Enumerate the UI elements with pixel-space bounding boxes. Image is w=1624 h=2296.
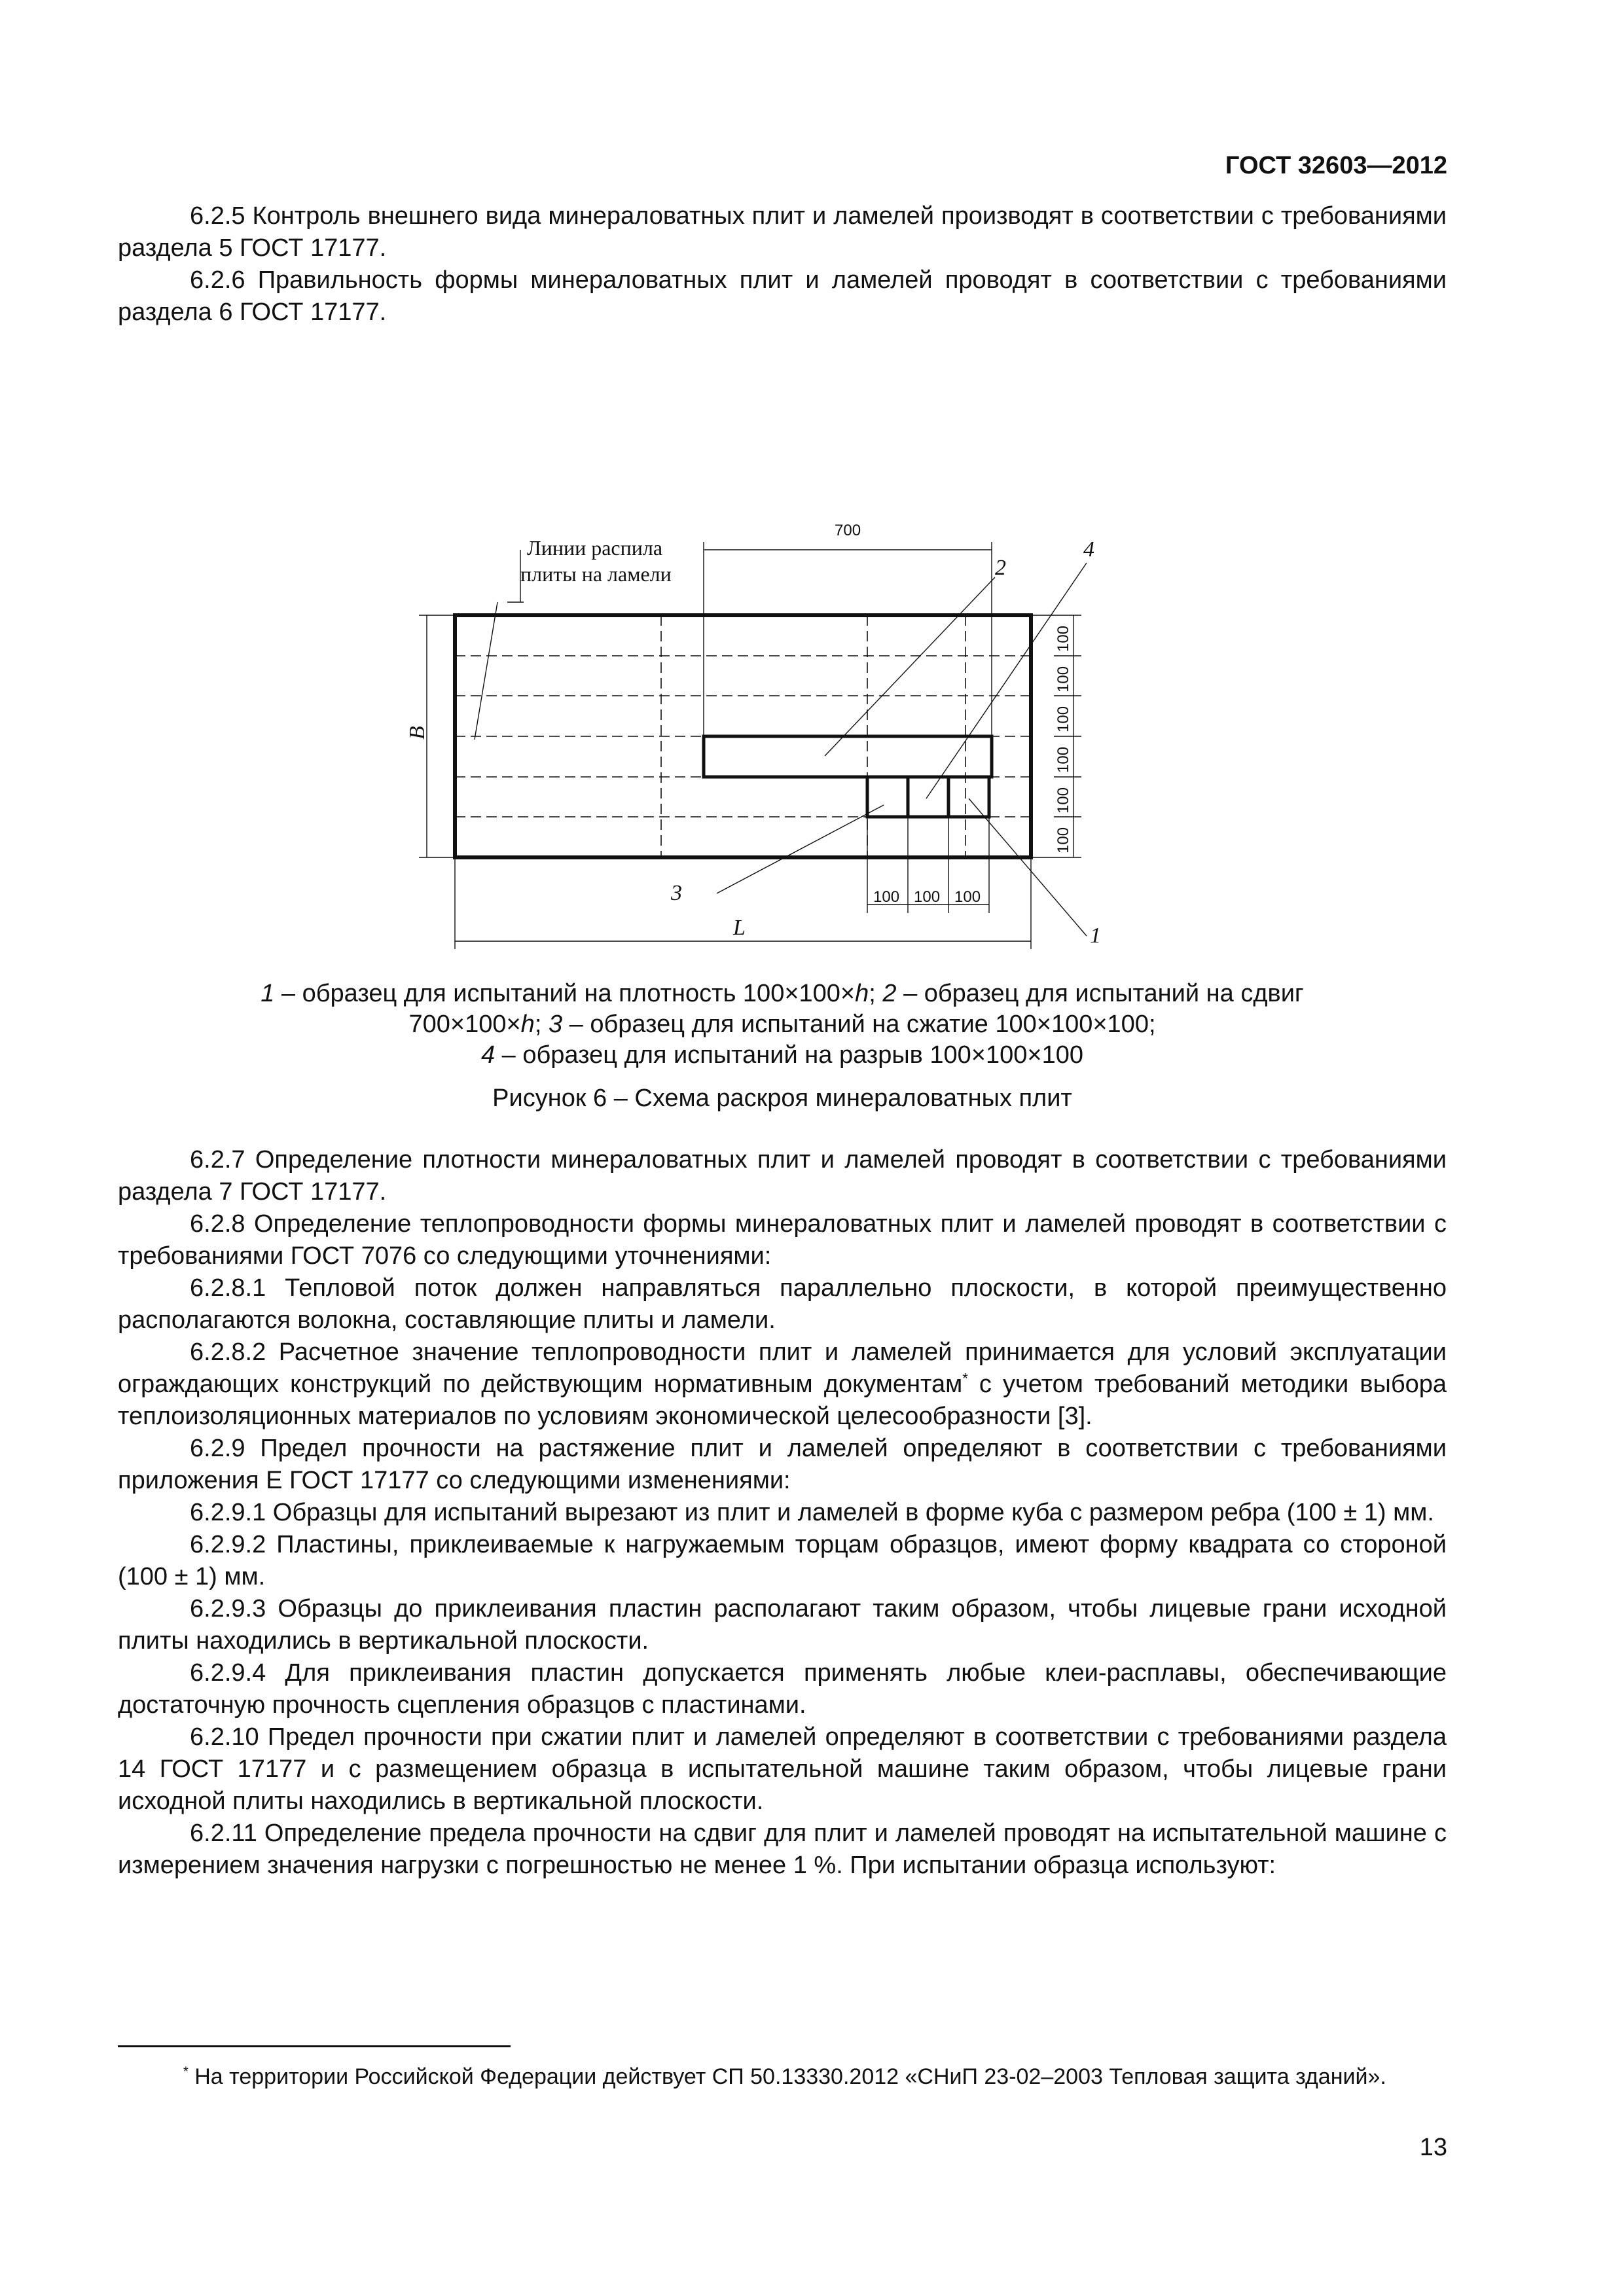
callout-4: 4 (1083, 537, 1094, 562)
legend-line-1: 1 – образец для испытаний на плотность 100×100×h; 2 – образец для испытаний на сдвиг (261, 980, 1304, 1007)
figure-legend (118, 978, 1447, 1071)
leader-lines (475, 563, 1087, 936)
legend-line-3: 4 – образец для испытаний на разрыв 100×100×100 (480, 1041, 1083, 1069)
paragraph-6-2-9-4: 6.2.9.4 Для приклеивания пластин допускается применять любые клеи-расплавы, обеспечивающие достаточную прочность сцепления образцов с пластинами. (118, 1659, 1447, 1719)
dim-top (704, 542, 992, 736)
callout-1: 1 (1090, 924, 1101, 948)
saw-lines-label-1: Линии распила (527, 536, 663, 560)
document-code: ГОСТ 32603—2012 (1225, 152, 1447, 179)
specimen-4-tension (908, 777, 948, 817)
label-b: B (405, 726, 429, 740)
figure-title: Рисунок 6 – Схема раскроя минераловатных плит (492, 1085, 1072, 1112)
paragraph-6-2-8: 6.2.8 Определение теплопроводности формы минераловатных плит и ламелей проводят в соответствии с требованиями ГОСТ 7076 со следующими уточнениями: (118, 1210, 1447, 1270)
label-l: L (733, 916, 746, 940)
paragraph-6-2-9-2: 6.2.9.2 Пластины, приклеиваемые к нагружаемым торцам образцов, имеют форму квадрата со стороной (100 ± 1) мм. (118, 1531, 1447, 1590)
paragraph-6-2-8-2: 6.2.8.2 Расчетное значение теплопроводности плит и ламелей принимается для условий эксплуатации ограждающих конструкций по действующим нормативным документам* с учетом требований методики выбора теплоизоляционных материалов по условиям экономической целесообразности [3]. (118, 1338, 1447, 1430)
legend-line-2: 700×100×h; 3 – образец для испытаний на сжатие 100×100×100; (408, 1011, 1156, 1038)
paragraph-6-2-11: 6.2.11 Определение предела прочности на сдвиг для плит и ламелей проводят на испытательной машине с измерением значения нагрузки с погрешностью не менее 1 %. При испытании образца используют: (118, 1820, 1447, 1879)
paragraph-6-2-9-1: 6.2.9.1 Образцы для испытаний вырезают из плит и ламелей в форме куба с размером ребра (100 ± 1) мм. (190, 1499, 1434, 1526)
footnote-mark: * (962, 1370, 968, 1387)
saw-lines-label-2: плиты на ламели (520, 562, 672, 586)
paragraph-6-2-6: 6.2.6 Правильность формы минераловатных плит и ламелей проводят в соответствии с требованиями раздела 6 ГОСТ 17177. (118, 266, 1447, 326)
footnote-separator (118, 2045, 511, 2047)
dim-bottom-1: 100 (873, 888, 900, 906)
dim-bottom-3: 100 (954, 888, 981, 906)
dim-side-1: 100 (1055, 625, 1072, 652)
cutting-scheme-drawing (393, 517, 1165, 962)
dim-side-3: 100 (1055, 706, 1072, 732)
paragraph-6-2-9-3: 6.2.9.3 Образцы до приклеивания пластин располагают таким образом, чтобы лицевые грани исходной плиты находились в вертикальной плоскости. (118, 1595, 1447, 1655)
paragraph-6-2-10: 6.2.10 Предел прочности при сжатии плит и ламелей определяют в соответствии с требованиями раздела 14 ГОСТ 17177 и с размещением образца в испытательной машине таким образом, чтобы лицевые грани исходной плиты находились в вертикальной плоскости. (118, 1723, 1447, 1815)
text-block-top (118, 200, 1447, 329)
paragraph-6-2-7: 6.2.7 Определение плотности минераловатных плит и ламелей проводят в соответствии с требованиями раздела 7 ГОСТ 17177. (118, 1146, 1447, 1206)
dim-side-2: 100 (1055, 666, 1072, 692)
callout-2: 2 (995, 556, 1006, 580)
footnote: * На территории Российской Федерации действует СП 50.13330.2012 «СНиП 23-02–2003 Тепловая защита зданий». (183, 2064, 1386, 2089)
page-number: 13 (1419, 2134, 1447, 2161)
dim-side-5: 100 (1055, 787, 1072, 814)
dim-bottom-2: 100 (914, 888, 941, 906)
dim-side-4: 100 (1055, 746, 1072, 773)
dim-top-label: 700 (835, 522, 861, 539)
paragraph-6-2-8-1: 6.2.8.1 Тепловой поток должен направляться параллельно плоскости, в которой преимущественно располагаются волокна, составляющие плиты и ламели. (118, 1274, 1447, 1334)
specimen-1-density (948, 777, 989, 817)
specimen-2-shear (704, 736, 992, 777)
callout-3: 3 (671, 881, 682, 905)
text-block-main (118, 1144, 1447, 1882)
dim-side-6: 100 (1055, 827, 1072, 853)
paragraph-6-2-9: 6.2.9 Предел прочности на растяжение плит и ламелей определяют в соответствии с требованиями приложения Е ГОСТ 17177 со следующими изменениями: (118, 1435, 1447, 1494)
cutting-scheme-figure (393, 517, 1165, 962)
paragraph-6-2-5: 6.2.5 Контроль внешнего вида минераловатных плит и ламелей производят в соответствии с требованиями раздела 5 ГОСТ 17177. (118, 202, 1447, 262)
